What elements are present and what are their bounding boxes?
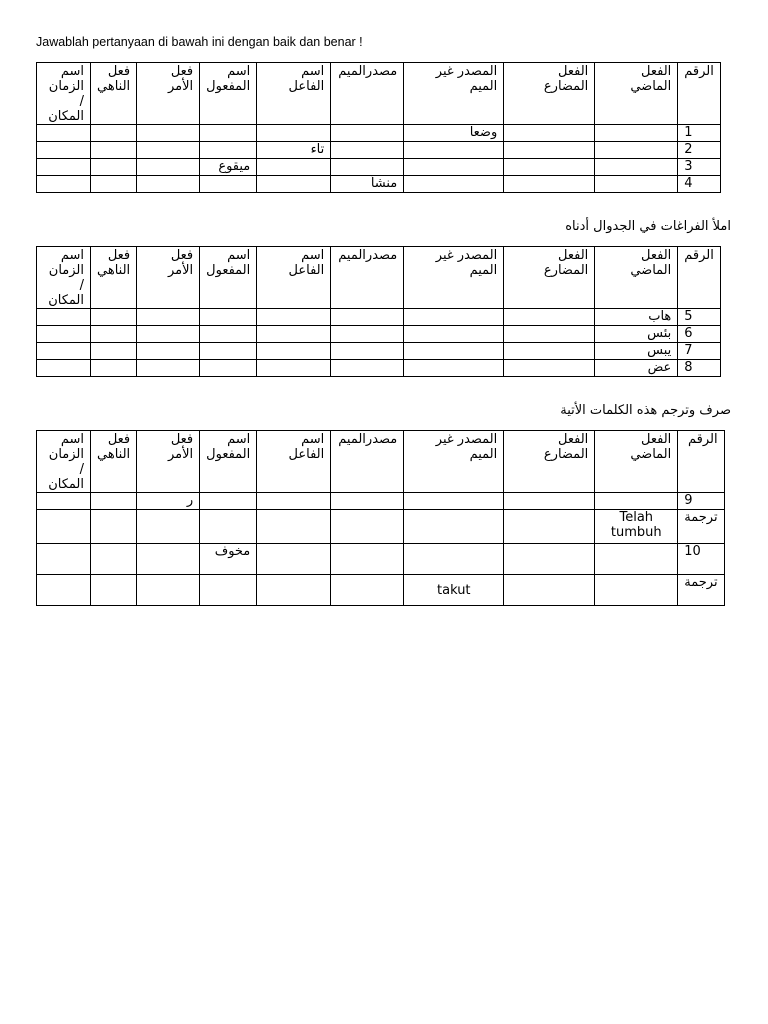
cell-ism-fail[interactable]: [257, 176, 331, 193]
cell-madhi[interactable]: يبس: [595, 343, 678, 360]
row-number: 3: [678, 159, 721, 176]
cell-fiil-amr[interactable]: [137, 309, 200, 326]
cell-fiil-nahi[interactable]: [91, 544, 137, 575]
table-row: [37, 343, 721, 360]
header-mudhari: الفعل المضارع: [504, 431, 595, 493]
header-fiil-amr: فعل الأمر: [137, 431, 200, 493]
cell-madhi[interactable]: [595, 125, 678, 142]
header-masdar-ghair-mim: المصدر غير الميم: [404, 63, 504, 125]
cell-zaman-makan[interactable]: [37, 176, 91, 193]
cell-ism-maful[interactable]: [200, 493, 257, 510]
cell-ism-fail[interactable]: [257, 510, 331, 544]
cell-fiil-amr[interactable]: [137, 360, 200, 377]
header-number: الرقم: [678, 63, 721, 125]
cell-mudhari[interactable]: [504, 142, 595, 159]
cell-fiil-nahi[interactable]: [91, 343, 137, 360]
table-row: [37, 544, 725, 575]
cell-ism-maful[interactable]: [200, 125, 257, 142]
cell-masdar-mim[interactable]: [331, 142, 404, 159]
cell-masdar-mim[interactable]: [331, 544, 404, 575]
cell-masdar-mim[interactable]: [331, 125, 404, 142]
header-zaman-makan: اسم الزمان / المكان: [37, 247, 91, 309]
cell-fiil-nahi[interactable]: [91, 510, 137, 544]
cell-madhi[interactable]: [595, 544, 678, 575]
header-number: الرقم: [678, 431, 724, 493]
cell-zaman-makan[interactable]: [37, 575, 91, 606]
cell-fiil-nahi[interactable]: [91, 159, 137, 176]
header-zaman-makan: اسم الزمان / المكان: [37, 431, 91, 493]
cell-fiil-nahi[interactable]: [91, 575, 137, 606]
header-fiil-amr: فعل الأمر: [137, 63, 200, 125]
cell-mudhari[interactable]: [504, 343, 595, 360]
conjugation-table-3: [36, 430, 725, 606]
cell-madhi-translation[interactable]: Telah tumbuh: [595, 510, 678, 544]
cell-masdar-mim[interactable]: [331, 575, 404, 606]
cell-zaman-makan[interactable]: [37, 142, 91, 159]
header-ism-maful: اسم المفعول: [200, 247, 257, 309]
cell-ism-maful[interactable]: [200, 176, 257, 193]
cell-zaman-makan[interactable]: [37, 309, 91, 326]
instruction-text: Jawablah pertanyaan di bawah ini dengan baik dan benar !: [36, 35, 363, 49]
cell-ism-fail[interactable]: [257, 343, 331, 360]
cell-mudhari[interactable]: [504, 360, 595, 377]
instruction-conjugate-translate: صرف وترجم هذه الكلمات الأتية: [560, 403, 731, 418]
row-number: 6: [678, 326, 721, 343]
cell-masdar-ghair-mim[interactable]: [404, 360, 504, 377]
cell-masdar-mim[interactable]: [331, 309, 404, 326]
cell-masdar-ghair-mim[interactable]: [404, 544, 504, 575]
table-row: [37, 125, 721, 142]
cell-zaman-makan[interactable]: [37, 326, 91, 343]
cell-ism-fail[interactable]: [257, 360, 331, 377]
cell-masdar-ghair-mim[interactable]: وضعا: [404, 125, 504, 142]
translation-label: ترجمة: [678, 510, 724, 544]
cell-fiil-amr[interactable]: ر: [137, 493, 200, 510]
header-fiil-nahi: فعل الناهي: [91, 431, 137, 493]
header-ism-fail: اسم الفاعل: [257, 247, 331, 309]
cell-mudhari[interactable]: [504, 544, 595, 575]
cell-ism-fail[interactable]: [257, 544, 331, 575]
cell-fiil-amr[interactable]: [137, 326, 200, 343]
cell-ism-maful[interactable]: [200, 510, 257, 544]
cell-masdar-mim[interactable]: [331, 326, 404, 343]
header-masdar-mim: مصدرالميم: [331, 63, 404, 125]
cell-ism-maful[interactable]: [200, 309, 257, 326]
cell-masdar-mim[interactable]: [331, 360, 404, 377]
conjugation-table-1: [36, 62, 721, 193]
row-number: 1: [678, 125, 721, 142]
cell-fiil-nahi[interactable]: [91, 176, 137, 193]
cell-masdar-ghair-mim[interactable]: [404, 176, 504, 193]
header-mudhari: الفعل المضارع: [504, 247, 595, 309]
cell-masdar-mim[interactable]: [331, 510, 404, 544]
table-row: [37, 360, 721, 377]
cell-fiil-nahi[interactable]: [91, 360, 137, 377]
cell-ism-maful[interactable]: [200, 142, 257, 159]
cell-mudhari[interactable]: [504, 575, 595, 606]
header-madhi: الفعل الماضي: [595, 431, 678, 493]
cell-zaman-makan[interactable]: [37, 343, 91, 360]
translation-label: ترجمة: [678, 575, 724, 606]
header-ism-fail: اسم الفاعل: [257, 63, 331, 125]
row-number: 4: [678, 176, 721, 193]
table-row: [37, 309, 721, 326]
cell-fiil-nahi[interactable]: [91, 309, 137, 326]
cell-fiil-amr[interactable]: [137, 544, 200, 575]
cell-ism-fail[interactable]: [257, 125, 331, 142]
translation-row: [37, 575, 725, 606]
cell-zaman-makan[interactable]: [37, 510, 91, 544]
header-mudhari: الفعل المضارع: [504, 63, 595, 125]
cell-madhi[interactable]: [595, 142, 678, 159]
cell-fiil-nahi[interactable]: [91, 326, 137, 343]
cell-madhi[interactable]: [595, 493, 678, 510]
cell-zaman-makan[interactable]: [37, 493, 91, 510]
cell-masdar-ghair-mim[interactable]: [404, 159, 504, 176]
cell-ism-fail[interactable]: [257, 309, 331, 326]
table-row: [37, 326, 721, 343]
header-ism-maful: اسم المفعول: [200, 63, 257, 125]
table-header-row: [37, 63, 721, 125]
cell-fiil-amr[interactable]: [137, 142, 200, 159]
header-masdar-ghair-mim: المصدر غير الميم: [404, 431, 504, 493]
cell-masdar-ghair-mim[interactable]: [404, 326, 504, 343]
cell-fiil-nahi[interactable]: [91, 493, 137, 510]
cell-madhi[interactable]: [595, 176, 678, 193]
cell-zaman-makan[interactable]: [37, 544, 91, 575]
header-masdar-mim: مصدرالميم: [331, 247, 404, 309]
cell-ism-fail[interactable]: [257, 493, 331, 510]
instruction-fill-blanks: املأ الفراغات في الجدوال أدناه: [565, 219, 731, 234]
header-fiil-nahi: فعل الناهي: [91, 247, 137, 309]
table-header-row: [37, 431, 725, 493]
cell-mudhari[interactable]: [504, 493, 595, 510]
cell-ism-fail[interactable]: [257, 159, 331, 176]
cell-zaman-makan[interactable]: [37, 159, 91, 176]
header-masdar-ghair-mim: المصدر غير الميم: [404, 247, 504, 309]
table-row: [37, 142, 721, 159]
cell-fiil-nahi[interactable]: [91, 142, 137, 159]
cell-ism-fail[interactable]: تاء: [257, 142, 331, 159]
cell-ism-maful[interactable]: ميقوع: [200, 159, 257, 176]
cell-fiil-amr[interactable]: [137, 159, 200, 176]
cell-fiil-nahi[interactable]: [91, 125, 137, 142]
cell-fiil-amr[interactable]: [137, 343, 200, 360]
cell-masdar-mim[interactable]: [331, 159, 404, 176]
row-number: 2: [678, 142, 721, 159]
header-fiil-nahi: فعل الناهي: [91, 63, 137, 125]
translation-row: [37, 510, 725, 544]
cell-mudhari[interactable]: [504, 125, 595, 142]
cell-fiil-amr[interactable]: [137, 125, 200, 142]
table-row: [37, 176, 721, 193]
cell-madhi[interactable]: [595, 575, 678, 606]
cell-madhi[interactable]: هاب: [595, 309, 678, 326]
cell-ism-maful[interactable]: [200, 575, 257, 606]
header-fiil-amr: فعل الأمر: [137, 247, 200, 309]
table-header-row: [37, 247, 721, 309]
header-masdar-mim: مصدرالميم: [331, 431, 404, 493]
cell-masdar-ghair-mim[interactable]: [404, 343, 504, 360]
cell-masdar-ghair-mim[interactable]: [404, 510, 504, 544]
cell-masdar-ghair-mim[interactable]: [404, 142, 504, 159]
header-ism-fail: اسم الفاعل: [257, 431, 331, 493]
header-madhi: الفعل الماضي: [595, 63, 678, 125]
cell-ism-fail[interactable]: [257, 575, 331, 606]
cell-mudhari[interactable]: [504, 309, 595, 326]
cell-fiil-amr[interactable]: [137, 176, 200, 193]
header-ism-maful: اسم المفعول: [200, 431, 257, 493]
cell-fiil-amr[interactable]: [137, 575, 200, 606]
cell-mudhari[interactable]: [504, 326, 595, 343]
cell-madhi[interactable]: بئس: [595, 326, 678, 343]
conjugation-table-2: [36, 246, 721, 377]
cell-ism-maful[interactable]: [200, 343, 257, 360]
row-number: 9: [678, 493, 724, 510]
header-zaman-makan: اسم الزمان / المكان: [37, 63, 91, 125]
row-number: 10: [678, 544, 724, 575]
cell-madhi[interactable]: [595, 159, 678, 176]
row-number: 7: [678, 343, 721, 360]
row-number: 5: [678, 309, 721, 326]
cell-zaman-makan[interactable]: [37, 360, 91, 377]
table-row: [37, 493, 725, 510]
cell-mudhari[interactable]: [504, 159, 595, 176]
cell-ism-fail[interactable]: [257, 326, 331, 343]
cell-ism-maful[interactable]: [200, 360, 257, 377]
cell-fiil-amr[interactable]: [137, 510, 200, 544]
cell-masdar-mim[interactable]: [331, 343, 404, 360]
cell-masdar-mim[interactable]: منشأ: [331, 176, 404, 193]
row-number: 8: [678, 360, 721, 377]
cell-masdar-ghair-mim[interactable]: [404, 493, 504, 510]
cell-masdar-mim[interactable]: [331, 493, 404, 510]
cell-ism-maful[interactable]: مخوف: [200, 544, 257, 575]
cell-mudhari[interactable]: [504, 510, 595, 544]
cell-zaman-makan[interactable]: [37, 125, 91, 142]
header-madhi: الفعل الماضي: [595, 247, 678, 309]
cell-masdar-ghair-mim[interactable]: [404, 309, 504, 326]
table-row: [37, 159, 721, 176]
cell-masdar-ghair-mim-translation[interactable]: takut: [404, 575, 504, 606]
cell-madhi[interactable]: عض: [595, 360, 678, 377]
cell-ism-maful[interactable]: [200, 326, 257, 343]
cell-mudhari[interactable]: [504, 176, 595, 193]
header-number: الرقم: [678, 247, 721, 309]
